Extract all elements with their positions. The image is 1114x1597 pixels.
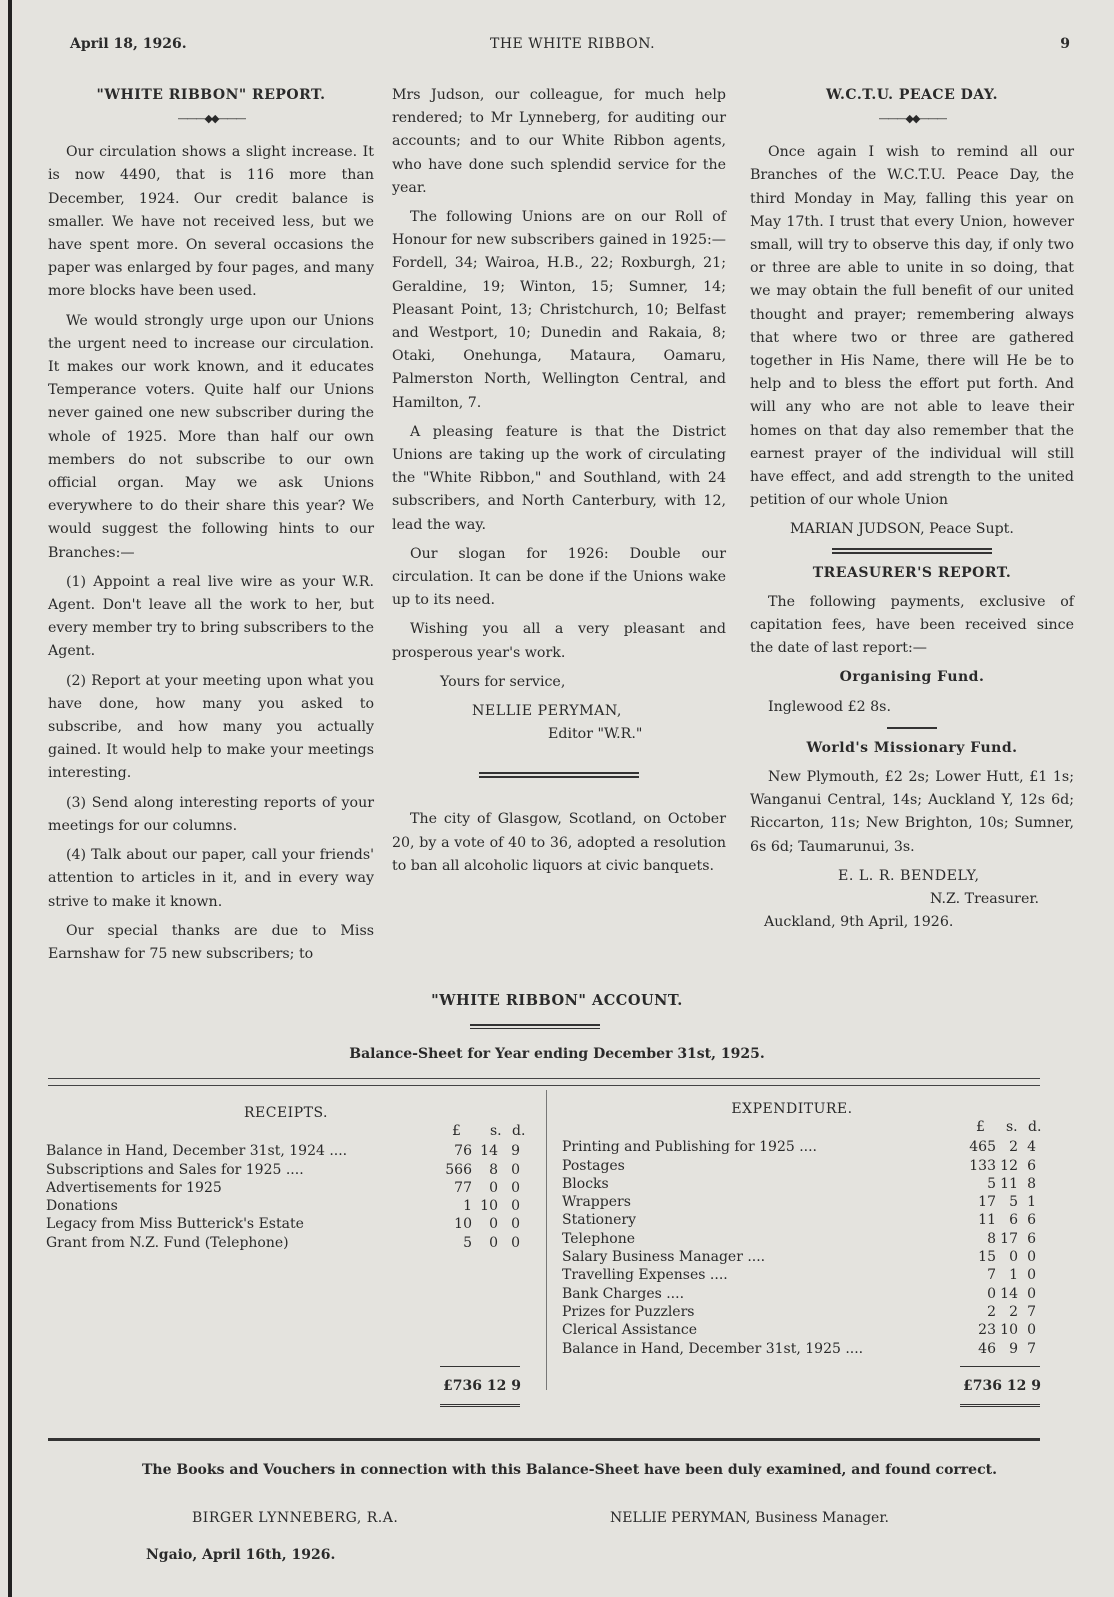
ledger-row (562, 1321, 1052, 1339)
pounds-value: 465 (969, 1139, 996, 1156)
ledger-label: Advertisements for 1925 (46, 1179, 222, 1196)
treasurer-signature: E. L. R. BENDELY, (838, 867, 980, 884)
shillings-value: 17 (1000, 1230, 1018, 1247)
fund-items: Inglewood £2 8s. (768, 698, 891, 715)
editor-title: Editor "W.R." (548, 726, 643, 743)
section-heading: W.C.T.U. PEACE DAY. (826, 87, 998, 103)
section-heading: "WHITE RIBBON" REPORT. (96, 87, 326, 103)
ledger-row (562, 1248, 1052, 1266)
pounds-header: £ (976, 1119, 985, 1136)
shillings-value: 10 (480, 1198, 498, 1215)
pence-header: d. (512, 1123, 526, 1140)
shillings-value: 0 (1009, 1249, 1018, 1266)
ledger-row (562, 1285, 1052, 1303)
shillings-value: 1 (1009, 1267, 1018, 1284)
paragraph: (1) Appoint a real live wire as your W.R. Agent. Don't leave all the work to her, but every member try to bring subscribers to the Agent. (48, 573, 374, 660)
pence-value: 9 (511, 1143, 520, 1160)
fund-title: World's Missionary Fund. (806, 739, 1018, 756)
pounds-value: 5 (987, 1175, 996, 1192)
ornament-divider: ———◆◆——— (177, 112, 245, 126)
paragraph: Mrs Judson, our colleague, for much help rendered; to Mr Lynneberg, for auditing our accounts; and to our White Ribbon agents, who have done such splendid service for the year. (392, 87, 726, 196)
pence-value: 0 (1027, 1249, 1036, 1266)
ledger-row (46, 1142, 526, 1160)
closing-line: Yours for service, (440, 673, 566, 690)
paragraph: (4) Talk about our paper, call your friends' attention to articles in it, and in every way strive to make it known. (48, 847, 374, 910)
bottom-rule (48, 1438, 1040, 1441)
paragraph: The following payments, exclusive of capitation fees, have been received since the date of last report:— (750, 593, 1074, 657)
divider (887, 727, 937, 729)
ledger-row (562, 1157, 1052, 1175)
treasurer-title: N.Z. Treasurer. (930, 891, 1040, 908)
expenditure-table (562, 1100, 1052, 1358)
paragraph: We would strongly urge upon our Unions the urgent need to increase our circulation. It makes our work known, and it educates Temperance voters. Quite half our Unions never gained one new subscriber during the whole of 1925. More than half our own members do not subscribe to our own official organ. May we ask Unions everywhere to do their share this year? We would suggest the following hints to our Branches:— (48, 312, 374, 561)
ledger-row (46, 1197, 526, 1215)
ledger-label: Grant from N.Z. Fund (Telephone) (46, 1234, 289, 1251)
treasurer-place-date: Auckland, 9th April, 1926. (764, 914, 954, 931)
rule-line (48, 1078, 1040, 1079)
ledger-row (562, 1211, 1052, 1229)
editor-signature: NELLIE PERYMAN, (472, 703, 622, 720)
sum-line (440, 1366, 520, 1367)
pence-value: 1 (1027, 1194, 1036, 1211)
ledger-label: Wrappers (562, 1194, 631, 1211)
peace-signature: MARIAN JUDSON, Peace Supt. (790, 521, 1014, 538)
ledger-label: Postages (562, 1157, 625, 1174)
pounds-value: 133 (969, 1157, 996, 1174)
fund-items: New Plymouth, £2 2s; Lower Hutt, £1 1s; Wanganui Central, 14s; Auckland Y, 12s 6d; Riccarton, 11s; New Brighton, 10s; Sumner, 6s 6d; Taumarunui, 3s. (750, 769, 1074, 855)
shillings-value: 6 (1009, 1212, 1018, 1229)
ledger-row (46, 1161, 526, 1179)
pounds-value: 8 (987, 1230, 996, 1247)
ledger-label: Subscriptions and Sales for 1925 .... (46, 1161, 304, 1178)
pence-value: 0 (511, 1179, 520, 1196)
shillings-value: 0 (489, 1234, 498, 1251)
ledger-row (562, 1230, 1052, 1248)
paragraph: Our slogan for 1926: Double our circulation. It can be done if the Unions wake up to its need. (392, 545, 726, 609)
ledger-label: Blocks (562, 1175, 609, 1192)
paragraph: Wishing you all a very pleasant and prosperous year's work. (392, 621, 726, 661)
manager-signature: NELLIE PERYMAN, Business Manager. (610, 1510, 889, 1526)
receipts-heading: RECEIPTS. (243, 1105, 329, 1121)
ledger-row (46, 1179, 526, 1197)
ledger-label: Balance in Hand, December 31st, 1925 .... (562, 1340, 864, 1357)
pounds-value: 7 (987, 1267, 996, 1284)
section-divider (479, 772, 639, 778)
ledger-row (562, 1193, 1052, 1211)
expenditure-heading: EXPENDITURE. (731, 1101, 853, 1117)
account-title: "WHITE RIBBON" ACCOUNT. (431, 992, 683, 1009)
shillings-value: 10 (1000, 1322, 1018, 1339)
balance-sheet-subtitle: Balance-Sheet for Year ending December 31st, 1925. (349, 1046, 765, 1062)
pence-value: 6 (1027, 1212, 1036, 1229)
ledger-row (562, 1303, 1052, 1321)
page-number: 9 (1060, 36, 1070, 52)
pounds-header: £ (452, 1123, 461, 1140)
pounds-value: 5 (463, 1234, 472, 1251)
shillings-header: s. (490, 1123, 502, 1140)
receipts-table (46, 1104, 526, 1252)
ledger-row (562, 1266, 1052, 1284)
pence-value: 0 (511, 1161, 520, 1178)
pence-value: 0 (511, 1234, 520, 1251)
paragraph: (3) Send along interesting reports of your meetings for our columns. (48, 794, 374, 834)
pence-value: 6 (1027, 1157, 1036, 1174)
pounds-value: 0 (987, 1285, 996, 1302)
pounds-value: 1 (463, 1198, 472, 1215)
column-peace-day-treasurer (750, 84, 1074, 941)
paragraph: Our special thanks are due to Miss Earnshaw for 75 new subscribers; to (48, 922, 374, 962)
column-report-continued (392, 84, 726, 884)
pounds-value: 566 (445, 1161, 472, 1178)
shillings-value: 5 (1009, 1194, 1018, 1211)
page-binding-edge (8, 0, 12, 1597)
pence-value: 7 (1027, 1303, 1036, 1320)
ledger-label: Prizes for Puzzlers (562, 1303, 695, 1320)
paragraph: A pleasing feature is that the District Unions are taking up the work of circulating the "White Ribbon," and Southland, with 24 subscribers, and North Canterbury, with 12, lead the way. (392, 423, 726, 533)
audit-note-block (110, 1460, 1010, 1480)
pence-header: d. (1028, 1119, 1042, 1136)
pounds-value: 10 (454, 1216, 472, 1233)
ledger-label: Printing and Publishing for 1925 .... (562, 1139, 818, 1156)
paragraph: (2) Report at your meeting upon what you have done, how many you asked to subscribe, and how many you actually gained. It would help to make your meetings interesting. (48, 672, 374, 782)
fund-title: Organising Fund. (839, 669, 985, 686)
pounds-value: 2 (987, 1303, 996, 1320)
pence-value: 4 (1027, 1139, 1036, 1156)
ledger-row (46, 1234, 526, 1252)
rule-line (48, 1085, 1040, 1086)
pence-value: 0 (1027, 1285, 1036, 1302)
pounds-value: 17 (978, 1194, 996, 1211)
currency-header (46, 1122, 526, 1142)
section-divider (832, 548, 992, 554)
sum-line (960, 1366, 1040, 1367)
shillings-value: 12 (1000, 1157, 1018, 1174)
paragraph: Once again I wish to remind all our Branches of the W.C.T.U. Peace Day, the third Monday in May, falling this year on May 17th. I trust that every Union, however small, will try to observe this day, if only two or three are able to unite in so doing, that we may obtain the full benefit of our united thought and prayer; remembering always that where two or three are gathered together in His Name, there will He be to help and to bless the effort put forth. And will any who are not able to leave their homes on that day also remember that the earnest prayer of the individual will still have effect, and add strength to the united petition of our whole Union (750, 144, 1074, 509)
glasgow-note: The city of Glasgow, Scotland, on October 20, by a vote of 40 to 36, adopted a resolution to ban all alcoholic liquors at civic banquets. (392, 811, 726, 874)
section-heading: TREASURER'S REPORT. (812, 564, 1012, 581)
expenditure-total: £736 12 9 (963, 1378, 1041, 1394)
issue-date: April 18, 1926. (70, 36, 187, 52)
page-header (70, 36, 1080, 60)
pence-value: 0 (1027, 1322, 1036, 1339)
pence-value: 0 (1027, 1267, 1036, 1284)
ledger-row (562, 1175, 1052, 1193)
total-double-line (440, 1404, 520, 1407)
pence-value: 0 (511, 1198, 520, 1215)
total-double-line (960, 1404, 1040, 1407)
pounds-value: 11 (978, 1212, 996, 1229)
ledger-label: Salary Business Manager .... (562, 1249, 766, 1266)
pounds-value: 15 (978, 1249, 996, 1266)
shillings-value: 0 (489, 1179, 498, 1196)
ledger-label: Travelling Expenses .... (562, 1267, 728, 1284)
pounds-value: 76 (454, 1143, 472, 1160)
column-divider (546, 1090, 547, 1390)
shillings-value: 2 (1009, 1139, 1018, 1156)
ledger-row (562, 1138, 1052, 1156)
ledger-row (46, 1215, 526, 1233)
ledger-label: Bank Charges .... (562, 1285, 685, 1302)
pounds-value: 77 (454, 1179, 472, 1196)
shillings-value: 11 (1000, 1175, 1018, 1192)
shillings-value: 9 (1009, 1340, 1018, 1357)
audit-note: The Books and Vouchers in connection with this Balance-Sheet have been duly examined, and found correct. (142, 1462, 997, 1478)
pounds-value: 23 (978, 1322, 996, 1339)
ledger-label: Legacy from Miss Butterick's Estate (46, 1216, 304, 1233)
pence-value: 7 (1027, 1340, 1036, 1357)
auditor-signature: BIRGER LYNNEBERG, R.A. (192, 1510, 399, 1526)
ledger-label: Donations (46, 1198, 118, 1215)
paragraph: The following Unions are on our Roll of Honour for new subscribers gained in 1925:—Fordell, 34; Wairoa, H.B., 22; Roxburgh, 21; Geraldine, 19; Winton, 15; Sumner, 14; Pleasant Point, 13; Christchurch, 10; Belfast and Westport, 10; Dunedin and Rakaia, 8; Otaki, Onehunga, Mataura, Oamaru, Palmerston North, Wellington Central, and Hamilton, 7. (392, 209, 726, 411)
shillings-value: 8 (489, 1161, 498, 1178)
column-white-ribbon-report (48, 84, 374, 972)
ornament-divider: ———◆◆——— (878, 112, 946, 126)
ledger-row (562, 1340, 1052, 1358)
publication-title: THE WHITE RIBBON. (490, 36, 656, 52)
shillings-value: 14 (1000, 1285, 1018, 1302)
shillings-value: 14 (480, 1143, 498, 1160)
shillings-value: 2 (1009, 1303, 1018, 1320)
ledger-label: Clerical Assistance (562, 1322, 698, 1339)
paragraph: Our circulation shows a slight increase. It is now 4490, that is 116 more than December, 1924. Our credit balance is smaller. We have not received less, but we have spent more. On several occasions the paper was enlarged by four pages, and many more blocks have been used. (48, 144, 374, 300)
shillings-value: 0 (489, 1216, 498, 1233)
pounds-value: 46 (978, 1340, 996, 1357)
title-underline (470, 1024, 600, 1029)
receipts-total: £736 12 9 (443, 1378, 521, 1394)
pence-value: 8 (1027, 1175, 1036, 1192)
pence-value: 6 (1027, 1230, 1036, 1247)
shillings-header: s. (1006, 1119, 1018, 1136)
place-date: Ngaio, April 16th, 1926. (146, 1547, 336, 1563)
currency-header (562, 1118, 1052, 1138)
ledger-label: Balance in Hand, December 31st, 1924 .... (46, 1143, 348, 1160)
pence-value: 0 (511, 1216, 520, 1233)
ledger-label: Stationery (562, 1212, 636, 1229)
ledger-label: Telephone (562, 1230, 636, 1247)
